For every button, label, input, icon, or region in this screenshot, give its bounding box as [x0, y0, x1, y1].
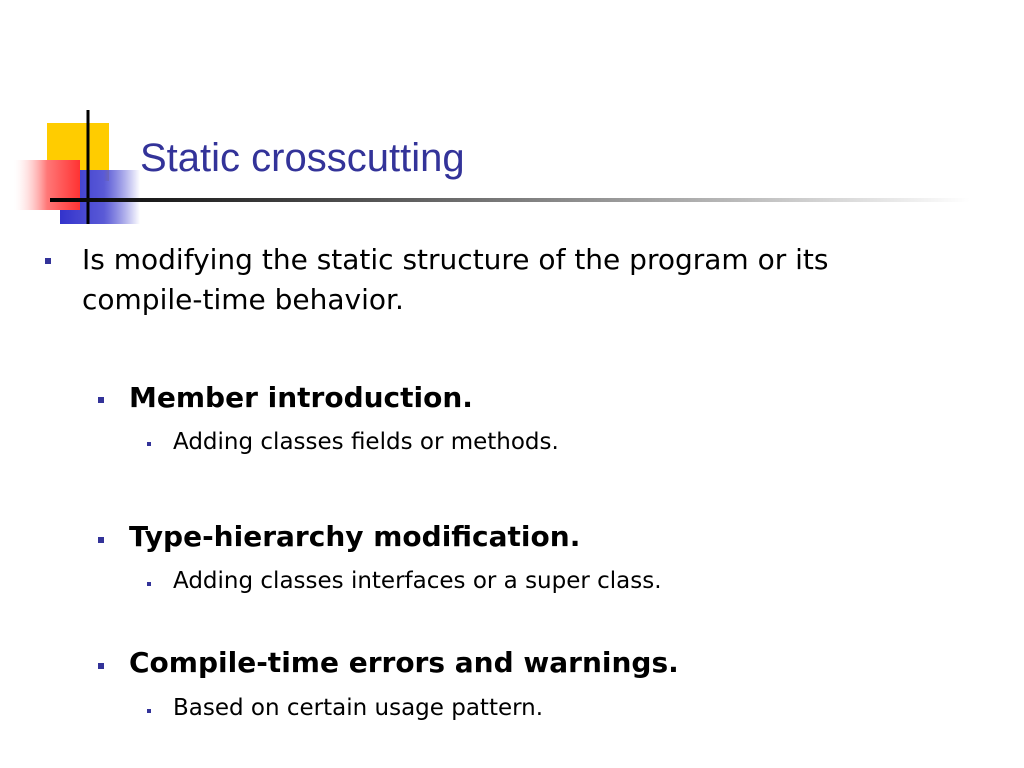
sub-bullet-label: Member introduction. — [129, 381, 473, 414]
logo-red-square — [14, 160, 80, 210]
sub-bullet-label: Type-hierarchy modification. — [129, 520, 581, 553]
sub-bullet-marker — [98, 537, 104, 543]
sub-bullet-marker — [98, 663, 104, 669]
bullet-text-line2: compile-time behavior. — [82, 283, 404, 316]
template-logo-icon — [0, 0, 140, 240]
detail-text: Adding classes interfaces or a super class. — [173, 568, 662, 594]
detail-bullet-marker — [147, 709, 151, 713]
title-divider — [50, 198, 970, 202]
bullet-marker — [45, 258, 51, 264]
detail-bullet-marker — [147, 442, 151, 446]
sub-bullet-marker — [98, 397, 104, 403]
detail-text: Based on certain usage pattern. — [173, 695, 544, 721]
slide-title: Static crosscutting — [140, 136, 465, 180]
bullet-text-line1: Is modifying the static structure of the program or its — [82, 243, 829, 276]
detail-text: Adding classes fields or methods. — [173, 429, 559, 455]
detail-bullet-marker — [147, 582, 151, 586]
sub-bullet-label: Compile-time errors and warnings. — [129, 646, 679, 679]
